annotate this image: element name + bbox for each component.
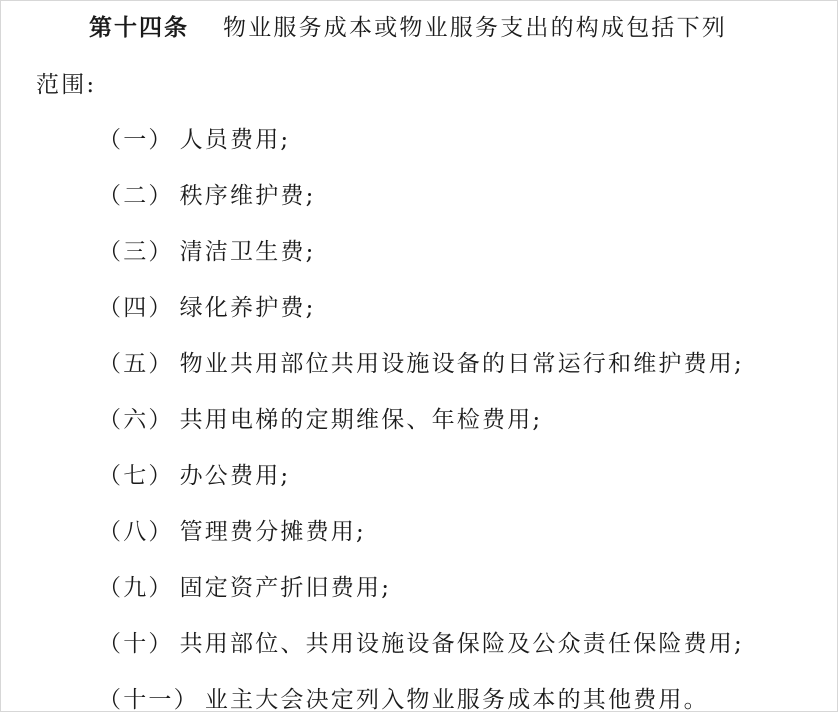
article-heading <box>89 13 727 43</box>
item-number: （十） <box>98 631 174 657</box>
item-number: （九） <box>98 575 174 601</box>
article-number: 第十四条 <box>89 14 189 41</box>
item-number: （六） <box>98 407 174 433</box>
item-number: （二） <box>98 183 174 209</box>
item-text: 业主大会决定列入物业服务成本的其他费用。 <box>204 687 709 713</box>
list-item <box>98 517 366 547</box>
list-item <box>98 125 290 155</box>
item-number: （五） <box>98 351 174 377</box>
item-number: （三） <box>98 239 174 265</box>
item-number: （八） <box>98 519 174 545</box>
article-lead-text: 物业服务成本或物业服务支出的构成包括下列 <box>223 15 727 41</box>
item-number: （十一） <box>98 687 199 713</box>
item-text: 办公费用; <box>179 463 291 489</box>
item-text: 共用部位、共用设施设备保险及公众责任保险费用; <box>179 631 744 657</box>
article-lead-continuation: 范围: <box>36 72 97 98</box>
list-item <box>98 461 290 491</box>
list-item <box>98 349 744 379</box>
list-item <box>98 405 542 435</box>
item-number: （七） <box>98 463 174 489</box>
list-item <box>98 237 316 267</box>
list-item <box>98 685 709 715</box>
list-item <box>98 293 316 323</box>
item-text: 人员费用; <box>179 127 291 153</box>
item-text: 秩序维护费; <box>179 183 316 209</box>
item-text: 物业共用部位共用设施设备的日常运行和维护费用; <box>179 351 744 377</box>
list-item <box>98 181 316 211</box>
item-number: （四） <box>98 295 174 321</box>
item-text: 固定资产折旧费用; <box>179 575 392 601</box>
item-text: 清洁卫生费; <box>179 239 316 265</box>
list-item <box>98 573 391 603</box>
item-text: 共用电梯的定期维保、年检费用; <box>179 407 543 433</box>
list-item <box>98 629 744 659</box>
item-number: （一） <box>98 127 174 153</box>
item-text: 管理费分摊费用; <box>179 519 366 545</box>
item-text: 绿化养护费; <box>179 295 316 321</box>
